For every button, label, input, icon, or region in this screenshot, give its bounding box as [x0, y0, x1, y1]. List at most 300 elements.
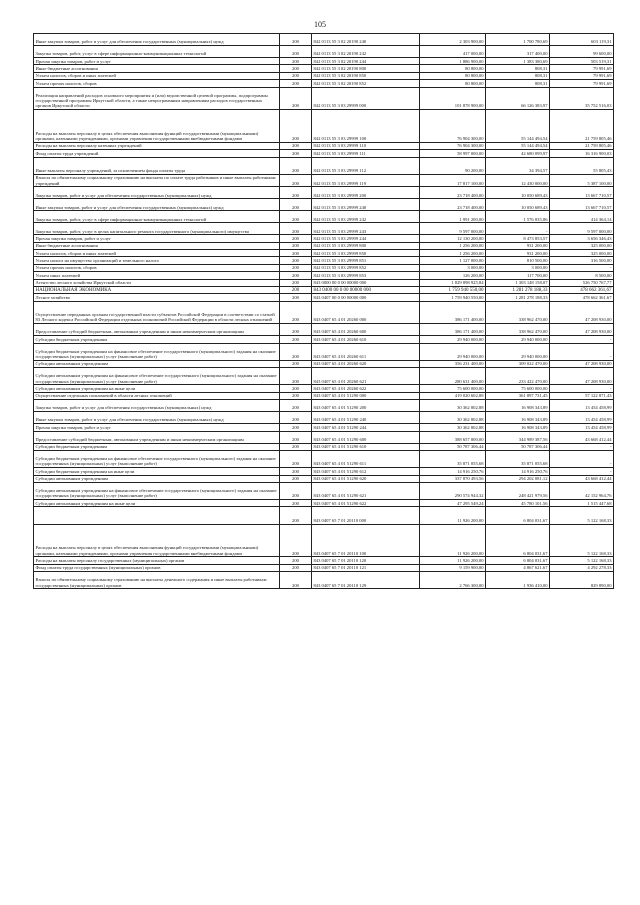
row-name: Взносы по обязательному социальному страхованию на выплаты по оплате труда работников и иные выплаты работникам учреждений: [34, 174, 280, 187]
row-code: 200: [280, 223, 312, 235]
row-unexecuted: 603 119,31: [550, 34, 614, 46]
table-row: [34, 242, 614, 249]
row-approved: 29 940 000,00: [420, 343, 486, 360]
row-unexecuted: 55 805,43: [550, 157, 614, 174]
row-code: 200: [280, 34, 312, 46]
row-kbk: 843 0407 65 4 01 51290 244: [312, 424, 420, 431]
table-row: [34, 157, 614, 174]
row-unexecuted: 47 208 930,00: [550, 324, 614, 336]
table-row: [34, 46, 614, 58]
row-name: Уплата прочих налогов, сборов: [34, 264, 280, 271]
table-row: [34, 392, 614, 399]
row-name: Иные выплаты персоналу учреждений, за исключением фонда оплаты труда: [34, 157, 280, 174]
row-name: Прочая закупка товаров, работ и услуг: [34, 235, 280, 242]
row-approved: 23 718 400,00: [420, 187, 486, 199]
row-name: Субсидии автономным учреждениям: [34, 475, 280, 482]
row-name: Субсидии автономным учреждениям на иные цели: [34, 385, 280, 392]
table-row: [34, 475, 614, 482]
row-approved: 1 886 900,00: [420, 58, 486, 65]
row-code: 200: [280, 468, 312, 475]
row-executed: 12 430 000,00: [486, 174, 550, 187]
row-kbk: 842 0113 55 3 03 29999 851: [312, 257, 420, 264]
row-code: 200: [280, 431, 312, 443]
row-unexecuted: 5 122 168,33: [550, 524, 614, 557]
row-executed: 14 916 250,76: [486, 468, 550, 475]
row-name: Предоставление субсидий бюджетным, автономным учреждениям и иным некоммерческим организациям: [34, 431, 280, 443]
row-code: 200: [280, 287, 312, 294]
row-unexecuted: 35 752 516,03: [550, 87, 614, 109]
row-approved: 30 362 802,88: [420, 400, 486, 412]
row-approved: 23 718 400,00: [420, 199, 486, 211]
row-kbk: 842 0113 55 3 03 29999 200: [312, 187, 420, 199]
row-executed: 29 940 000,00: [486, 336, 550, 343]
table-row: [34, 385, 614, 392]
row-unexecuted: 16 316 900,03: [550, 150, 614, 157]
row-name: Осуществление отдельных полномочий в области лесных отношений: [34, 392, 280, 399]
row-approved: 76 904 300,00: [420, 109, 486, 142]
row-code: 200: [280, 272, 312, 279]
row-code: 200: [280, 424, 312, 431]
table-row: [34, 564, 614, 571]
row-approved: 1 256 200,00: [420, 242, 486, 249]
row-code: 200: [280, 72, 312, 79]
row-kbk: 843 0407 65 4 01 51290 612: [312, 468, 420, 475]
row-unexecuted: 1 515 447,68: [550, 500, 614, 507]
row-kbk: 842 0113 55 3 02 20190 242: [312, 46, 420, 58]
row-unexecuted: -: [550, 450, 614, 467]
row-executed: 6 804 031,67: [486, 524, 550, 557]
row-executed: 117 700,00: [486, 272, 550, 279]
row-unexecuted: 503 519,31: [550, 58, 614, 65]
row-unexecuted: 13 667 710,57: [550, 199, 614, 211]
row-kbk: 842 0113 55 3 03 29999 110: [312, 142, 420, 149]
row-approved: 1 759 940 550,00: [420, 287, 486, 294]
row-executed: 1 576 835,86: [486, 211, 550, 223]
row-name: Субсидии бюджетным учреждениям на финансовое обеспечение государственного (муниципального) задания на оказание государственных (муниципальных) услуг (выполнение работ): [34, 450, 280, 467]
table-row: [34, 524, 614, 557]
row-executed: 45 780 101,56: [486, 500, 550, 507]
row-code: 200: [280, 400, 312, 412]
row-name: Иные бюджетные ассигнования: [34, 242, 280, 249]
page-number: 105: [314, 20, 326, 29]
row-unexecuted: 79 991,69: [550, 72, 614, 79]
row-name: Субсидии автономным учреждениям: [34, 360, 280, 367]
row-approved: 30 362 802,88: [420, 424, 486, 431]
row-approved: 90 200,00: [420, 157, 486, 174]
row-code: 200: [280, 279, 312, 286]
table-row: [34, 507, 614, 524]
row-code: 200: [280, 264, 312, 271]
row-approved: 80 800,00: [420, 65, 486, 72]
row-name: [34, 507, 280, 524]
row-name: Закупка товаров, работ и услуг для обеспечения государственных (муниципальных) нужд: [34, 400, 280, 412]
row-executed: 4 867 621,67: [486, 564, 550, 571]
row-approved: 80 800,00: [420, 72, 486, 79]
row-unexecuted: 526 750 767,77: [550, 279, 614, 286]
row-executed: 55 144 494,54: [486, 109, 550, 142]
row-name: Субсидии бюджетным учреждениям на финансовое обеспечение государственного (муниципального) задания на оказание государственных (муниципальных) услуг (выполнение работ): [34, 343, 280, 360]
row-name: Фонд оплаты труда учреждений: [34, 150, 280, 157]
row-kbk: 842 0113 55 3 03 29999 100: [312, 109, 420, 142]
table-row: [34, 424, 614, 431]
row-unexecuted: 13 454 458,99: [550, 412, 614, 424]
row-approved: 17 817 100,00: [420, 174, 486, 187]
row-executed: 309 022 470,00: [486, 360, 550, 367]
row-approved: 1 829 898 925,84: [420, 279, 486, 286]
row-name: Уплата прочих налогов, сборов: [34, 80, 280, 87]
table-row: [34, 264, 614, 271]
row-kbk: 843 0407 00 0 00 00000 000: [312, 294, 420, 301]
table-row: [34, 250, 614, 257]
row-kbk: 842 0113 55 3 03 29999 119: [312, 174, 420, 187]
row-approved: 1 991 200,00: [420, 211, 486, 223]
row-kbk: 842 0113 55 3 03 29999 242: [312, 211, 420, 223]
row-unexecuted: 42 152 964,76: [550, 482, 614, 499]
row-approved: 419 020 602,88: [420, 392, 486, 399]
row-name: Иные закупки товаров, работ и услуг для обеспечения государственных (муниципальных) нужд: [34, 412, 280, 424]
row-approved: 80 800,00: [420, 80, 486, 87]
row-kbk: 842 0113 55 3 03 29999 111: [312, 150, 420, 157]
row-unexecuted: -: [550, 443, 614, 450]
row-executed: 42 680 099,97: [486, 150, 550, 157]
row-unexecuted: 5 122 168,33: [550, 507, 614, 524]
table-row: [34, 360, 614, 367]
table-row: [34, 301, 614, 323]
row-unexecuted: 316 500,00: [550, 257, 614, 264]
row-executed: 35 871 055,68: [486, 450, 550, 467]
row-kbk: 843 0407 65 7 01 20110 121: [312, 564, 420, 571]
row-approved: 101 878 900,00: [420, 87, 486, 109]
table-row: [34, 272, 614, 279]
row-executed: 16 908 343,89: [486, 400, 550, 412]
row-executed: 29 940 000,00: [486, 343, 550, 360]
row-approved: 1 127 000,00: [420, 257, 486, 264]
table-row: [34, 443, 614, 450]
row-executed: 361 897 731,45: [486, 392, 550, 399]
row-kbk: 842 0113 55 3 03 29999 244: [312, 235, 420, 242]
table-row: [34, 34, 614, 46]
row-kbk: 843 0407 65 4 01 20260 611: [312, 343, 420, 360]
row-code: 200: [280, 572, 312, 589]
row-name: Закупка товаров, работ и услуг для обеспечения государственных (муниципальных) нужд: [34, 187, 280, 199]
row-unexecuted: 5 387 100,00: [550, 174, 614, 187]
table-row: [34, 572, 614, 589]
row-executed: 1 936 410,00: [486, 572, 550, 589]
row-name: Закупка товаров, работ, услуг в сфере информационно-коммуникационных технологий: [34, 211, 280, 223]
table-row: [34, 235, 614, 242]
row-kbk: 843 0407 65 4 01 51290 200: [312, 400, 420, 412]
row-kbk: 842 0113 55 3 03 29999 240: [312, 199, 420, 211]
row-approved: 11 926 200,00: [420, 507, 486, 524]
row-name: Лесное хозяйство: [34, 294, 280, 301]
row-unexecuted: 13 454 458,99: [550, 424, 614, 431]
row-executed: 3 000,00: [486, 264, 550, 271]
row-kbk: 843 0407 65 4 01 20260 621: [312, 368, 420, 385]
row-name: Субсидии автономным учреждениям на финансовое обеспечение государственного (муниципального) задания на оказание государственных (муниципальных) услуг (выполнение работ): [34, 368, 280, 385]
row-approved: 35 871 055,68: [420, 450, 486, 467]
budget-table-body: [34, 34, 614, 589]
row-approved: 12 130 200,00: [420, 235, 486, 242]
table-row: [34, 80, 614, 87]
row-code: 200: [280, 524, 312, 557]
row-unexecuted: 829 890,00: [550, 572, 614, 589]
table-row: [34, 142, 614, 149]
row-executed: 233 422 470,00: [486, 368, 550, 385]
row-approved: 29 940 000,00: [420, 336, 486, 343]
row-approved: 290 574 944,32: [420, 482, 486, 499]
row-executed: 931 200,00: [486, 242, 550, 249]
row-name: НАЦИОНАЛЬНАЯ ЭКОНОМИКА: [34, 287, 280, 294]
row-name: Реализация направлений расходов основного мероприятия и (или) ведомственной целевой программы, подпрограммы государственной программы Иркутской области, а также непрограммным направлениям расходов государственных органов Иркутской области: [34, 87, 280, 109]
table-row: [34, 150, 614, 157]
table-row: [34, 336, 614, 343]
row-code: 200: [280, 58, 312, 65]
row-code: 200: [280, 211, 312, 223]
row-code: 200: [280, 385, 312, 392]
row-unexecuted: 414 364,14: [550, 211, 614, 223]
table-row: [34, 287, 614, 294]
row-unexecuted: 47 208 930,00: [550, 360, 614, 367]
row-code: 200: [280, 507, 312, 524]
row-unexecuted: 21 759 805,46: [550, 109, 614, 142]
row-name: Расходы на выплаты персоналу в целях обеспечения выполнения функций государственными (муниципальными) органами, казенными учреждениями, органами управления государственными внебюджетными фондами: [34, 109, 280, 142]
row-kbk: 843 0407 65 4 01 20260 610: [312, 336, 420, 343]
row-approved: 76 904 300,00: [420, 142, 486, 149]
row-name: Иные бюджетные ассигнования: [34, 65, 280, 72]
row-code: 200: [280, 199, 312, 211]
row-code: 200: [280, 564, 312, 571]
table-row: [34, 412, 614, 424]
row-code: 200: [280, 443, 312, 450]
row-code: 200: [280, 301, 312, 323]
row-code: 200: [280, 235, 312, 242]
budget-table: [33, 33, 614, 589]
row-name: Иные закупки товаров, работ и услуг для обеспечения государственных (муниципальных) нужд: [34, 34, 280, 46]
row-approved: 1 759 940 550,00: [420, 294, 486, 301]
table-row: [34, 431, 614, 443]
row-kbk: 843 0407 65 7 01 20110 000: [312, 507, 420, 524]
row-name: Предоставление субсидий бюджетным, автономным учреждениям и иным некоммерческим организациям: [34, 324, 280, 336]
row-kbk: 842 0113 55 3 02 20190 244: [312, 58, 420, 65]
row-executed: 1 281 278 188,33: [486, 287, 550, 294]
row-approved: 50 787 306,44: [420, 443, 486, 450]
row-unexecuted: 13 454 458,99: [550, 400, 614, 412]
table-row: [34, 324, 614, 336]
row-name: Уплата налогов, сборов и иных платежей: [34, 72, 280, 79]
row-executed: 808,31: [486, 65, 550, 72]
row-unexecuted: 47 208 930,00: [550, 368, 614, 385]
row-kbk: 843 0407 65 4 01 20260 600: [312, 324, 420, 336]
row-code: 200: [280, 324, 312, 336]
row-unexecuted: 325 000,00: [550, 250, 614, 257]
row-unexecuted: 99 600,00: [550, 46, 614, 58]
row-kbk: 842 0113 55 3 03 29999 000: [312, 87, 420, 109]
row-name: Осуществление переданных органам государственной власти субъектов Российской Федерации в соответствии со статьей 83 Лесного кодекса Российской Федерации отдельных полномочий Российской Федерации в области лесных отношений: [34, 301, 280, 323]
row-unexecuted: 478 662 361,67: [550, 287, 614, 294]
table-row: [34, 109, 614, 142]
row-name: Фонд оплаты труда государственных (муниципальных) органов: [34, 564, 280, 571]
row-name: Расходы на выплаты персоналу в целях обеспечения выполнения функций государственными (муниципальными) органами, казенными учреждениями, органами управления государственными внебюджетными фондами: [34, 524, 280, 557]
row-executed: 66 126 383,97: [486, 87, 550, 109]
row-approved: 47 295 549,24: [420, 500, 486, 507]
row-name: Расходы на выплаты персоналу казенных учреждений: [34, 142, 280, 149]
row-kbk: 843 0400 00 0 00 00000 000: [312, 287, 420, 294]
table-row: [34, 468, 614, 475]
table-row: [34, 500, 614, 507]
row-name: Субсидии автономным учреждениям на иные цели: [34, 500, 280, 507]
row-kbk: 843 0407 65 4 01 51290 621: [312, 482, 420, 499]
row-name: Прочая закупка товаров, работ и услуг: [34, 424, 280, 431]
row-approved: 30 362 802,88: [420, 412, 486, 424]
row-kbk: 843 0407 65 7 01 20110 120: [312, 557, 420, 564]
row-code: 200: [280, 294, 312, 301]
row-executed: 317 400,00: [486, 46, 550, 58]
row-executed: 1 281 278 188,33: [486, 294, 550, 301]
row-approved: 9 597 000,00: [420, 223, 486, 235]
row-executed: 10 050 689,43: [486, 199, 550, 211]
row-approved: 3 000,00: [420, 264, 486, 271]
row-unexecuted: 43 668 412,44: [550, 431, 614, 443]
row-unexecuted: 9 597 000,00: [550, 223, 614, 235]
table-row: [34, 368, 614, 385]
row-executed: -: [486, 223, 550, 235]
row-code: 200: [280, 87, 312, 109]
row-code: 200: [280, 475, 312, 482]
row-code: 200: [280, 46, 312, 58]
row-kbk: 842 0113 55 3 02 20190 240: [312, 34, 420, 46]
row-unexecuted: 43 668 412,44: [550, 475, 614, 482]
row-unexecuted: -: [550, 264, 614, 271]
row-kbk: 842 0113 55 3 03 29999 850: [312, 250, 420, 257]
row-unexecuted: 57 122 871,43: [550, 392, 614, 399]
row-kbk: 843 0407 65 4 01 20260 000: [312, 301, 420, 323]
row-approved: 356 231 400,00: [420, 360, 486, 367]
table-row: [34, 58, 614, 65]
table-row: [34, 257, 614, 264]
row-code: 200: [280, 412, 312, 424]
row-kbk: 843 0407 65 4 01 51290 000: [312, 392, 420, 399]
row-kbk: 843 0407 65 4 01 51290 622: [312, 500, 420, 507]
row-approved: 126 200,00: [420, 272, 486, 279]
row-code: 200: [280, 187, 312, 199]
row-kbk: 842 0113 55 3 02 20190 850: [312, 72, 420, 79]
row-executed: 1 303 148 158,07: [486, 279, 550, 286]
row-kbk: 842 0113 55 3 03 29999 852: [312, 264, 420, 271]
row-executed: 808,31: [486, 72, 550, 79]
row-kbk: 843 0000 00 0 00 00000 000: [312, 279, 420, 286]
row-code: 200: [280, 174, 312, 187]
row-code: 200: [280, 343, 312, 360]
row-executed: 50 787 306,44: [486, 443, 550, 450]
row-code: 200: [280, 360, 312, 367]
table-row: [34, 199, 614, 211]
row-kbk: 843 0407 65 4 01 51290 611: [312, 450, 420, 467]
table-row: [34, 65, 614, 72]
row-kbk: 843 0407 65 4 01 51290 610: [312, 443, 420, 450]
row-name: Иные закупки товаров, работ и услуг для обеспечения государственных (муниципальных) нужд: [34, 199, 280, 211]
row-kbk: 842 0113 55 3 02 20190 800: [312, 65, 420, 72]
row-unexecuted: 325 000,00: [550, 242, 614, 249]
row-kbk: 843 0407 65 4 01 20260 622: [312, 385, 420, 392]
row-executed: 248 421 979,56: [486, 482, 550, 499]
row-code: 200: [280, 250, 312, 257]
row-name: Прочая закупка товаров, работ и услуг: [34, 58, 280, 65]
row-kbk: 843 0407 65 7 01 20110 100: [312, 524, 420, 557]
row-name: Субсидии бюджетным учреждениям на иные цели: [34, 468, 280, 475]
row-executed: 294 202 081,12: [486, 475, 550, 482]
row-executed: 338 962 470,00: [486, 301, 550, 323]
row-code: 200: [280, 150, 312, 157]
row-unexecuted: 47 208 930,00: [550, 301, 614, 323]
row-executed: 16 908 343,89: [486, 412, 550, 424]
table-row: [34, 187, 614, 199]
row-executed: 338 962 470,00: [486, 324, 550, 336]
table-row: [34, 279, 614, 286]
row-executed: 6 804 031,67: [486, 507, 550, 524]
row-kbk: 842 0113 55 3 03 29999 853: [312, 272, 420, 279]
row-approved: 9 159 900,00: [420, 564, 486, 571]
row-name: Закупка товаров, работ, услуг в целях капитального ремонта государственного (муниципального) имущества: [34, 223, 280, 235]
row-name: Уплата иных платежей: [34, 272, 280, 279]
table-row: [34, 223, 614, 235]
table-row: [34, 400, 614, 412]
table-row: [34, 450, 614, 467]
row-kbk: 842 0113 55 3 03 29999 800: [312, 242, 420, 249]
row-executed: 931 200,00: [486, 250, 550, 257]
table-row: [34, 294, 614, 301]
row-executed: 34 394,57: [486, 157, 550, 174]
row-code: 200: [280, 557, 312, 564]
row-executed: 344 989 387,56: [486, 431, 550, 443]
row-executed: 6 804 031,67: [486, 557, 550, 564]
row-approved: 1 256 200,00: [420, 250, 486, 257]
row-unexecuted: 4 292 278,33: [550, 564, 614, 571]
row-approved: 386 171 400,00: [420, 301, 486, 323]
row-code: 200: [280, 142, 312, 149]
row-kbk: 843 0407 65 4 01 51290 240: [312, 412, 420, 424]
table-row: [34, 557, 614, 564]
row-approved: 386 171 400,00: [420, 324, 486, 336]
row-executed: 16 908 343,89: [486, 424, 550, 431]
row-executed: 808,31: [486, 80, 550, 87]
table-row: [34, 343, 614, 360]
row-approved: 14 916 250,76: [420, 468, 486, 475]
row-kbk: 842 0113 55 3 03 29999 112: [312, 157, 420, 174]
row-name: Субсидии бюджетным учреждениям: [34, 443, 280, 450]
row-unexecuted: 478 662 361,67: [550, 294, 614, 301]
row-executed: 55 144 494,54: [486, 142, 550, 149]
row-approved: 337 870 493,56: [420, 475, 486, 482]
row-approved: 2 303 900,00: [420, 34, 486, 46]
row-kbk: 842 0113 55 3 02 20190 852: [312, 80, 420, 87]
row-unexecuted: 3 656 346,43: [550, 235, 614, 242]
row-code: 200: [280, 80, 312, 87]
row-kbk: 842 0113 55 3 03 29999 243: [312, 223, 420, 235]
row-unexecuted: 21 759 805,46: [550, 142, 614, 149]
row-kbk: 843 0407 65 4 01 20260 620: [312, 360, 420, 367]
row-name: Агентство лесного хозяйства Иркутской области: [34, 279, 280, 286]
row-executed: 10 050 689,43: [486, 187, 550, 199]
row-code: 200: [280, 65, 312, 72]
row-executed: 810 500,00: [486, 257, 550, 264]
table-row: [34, 211, 614, 223]
row-code: 200: [280, 109, 312, 142]
row-unexecuted: -: [550, 336, 614, 343]
row-name: Уплата налога на имущество организаций и земельного налога: [34, 257, 280, 264]
row-approved: 11 926 200,00: [420, 524, 486, 557]
row-code: 200: [280, 500, 312, 507]
table-row: [34, 87, 614, 109]
